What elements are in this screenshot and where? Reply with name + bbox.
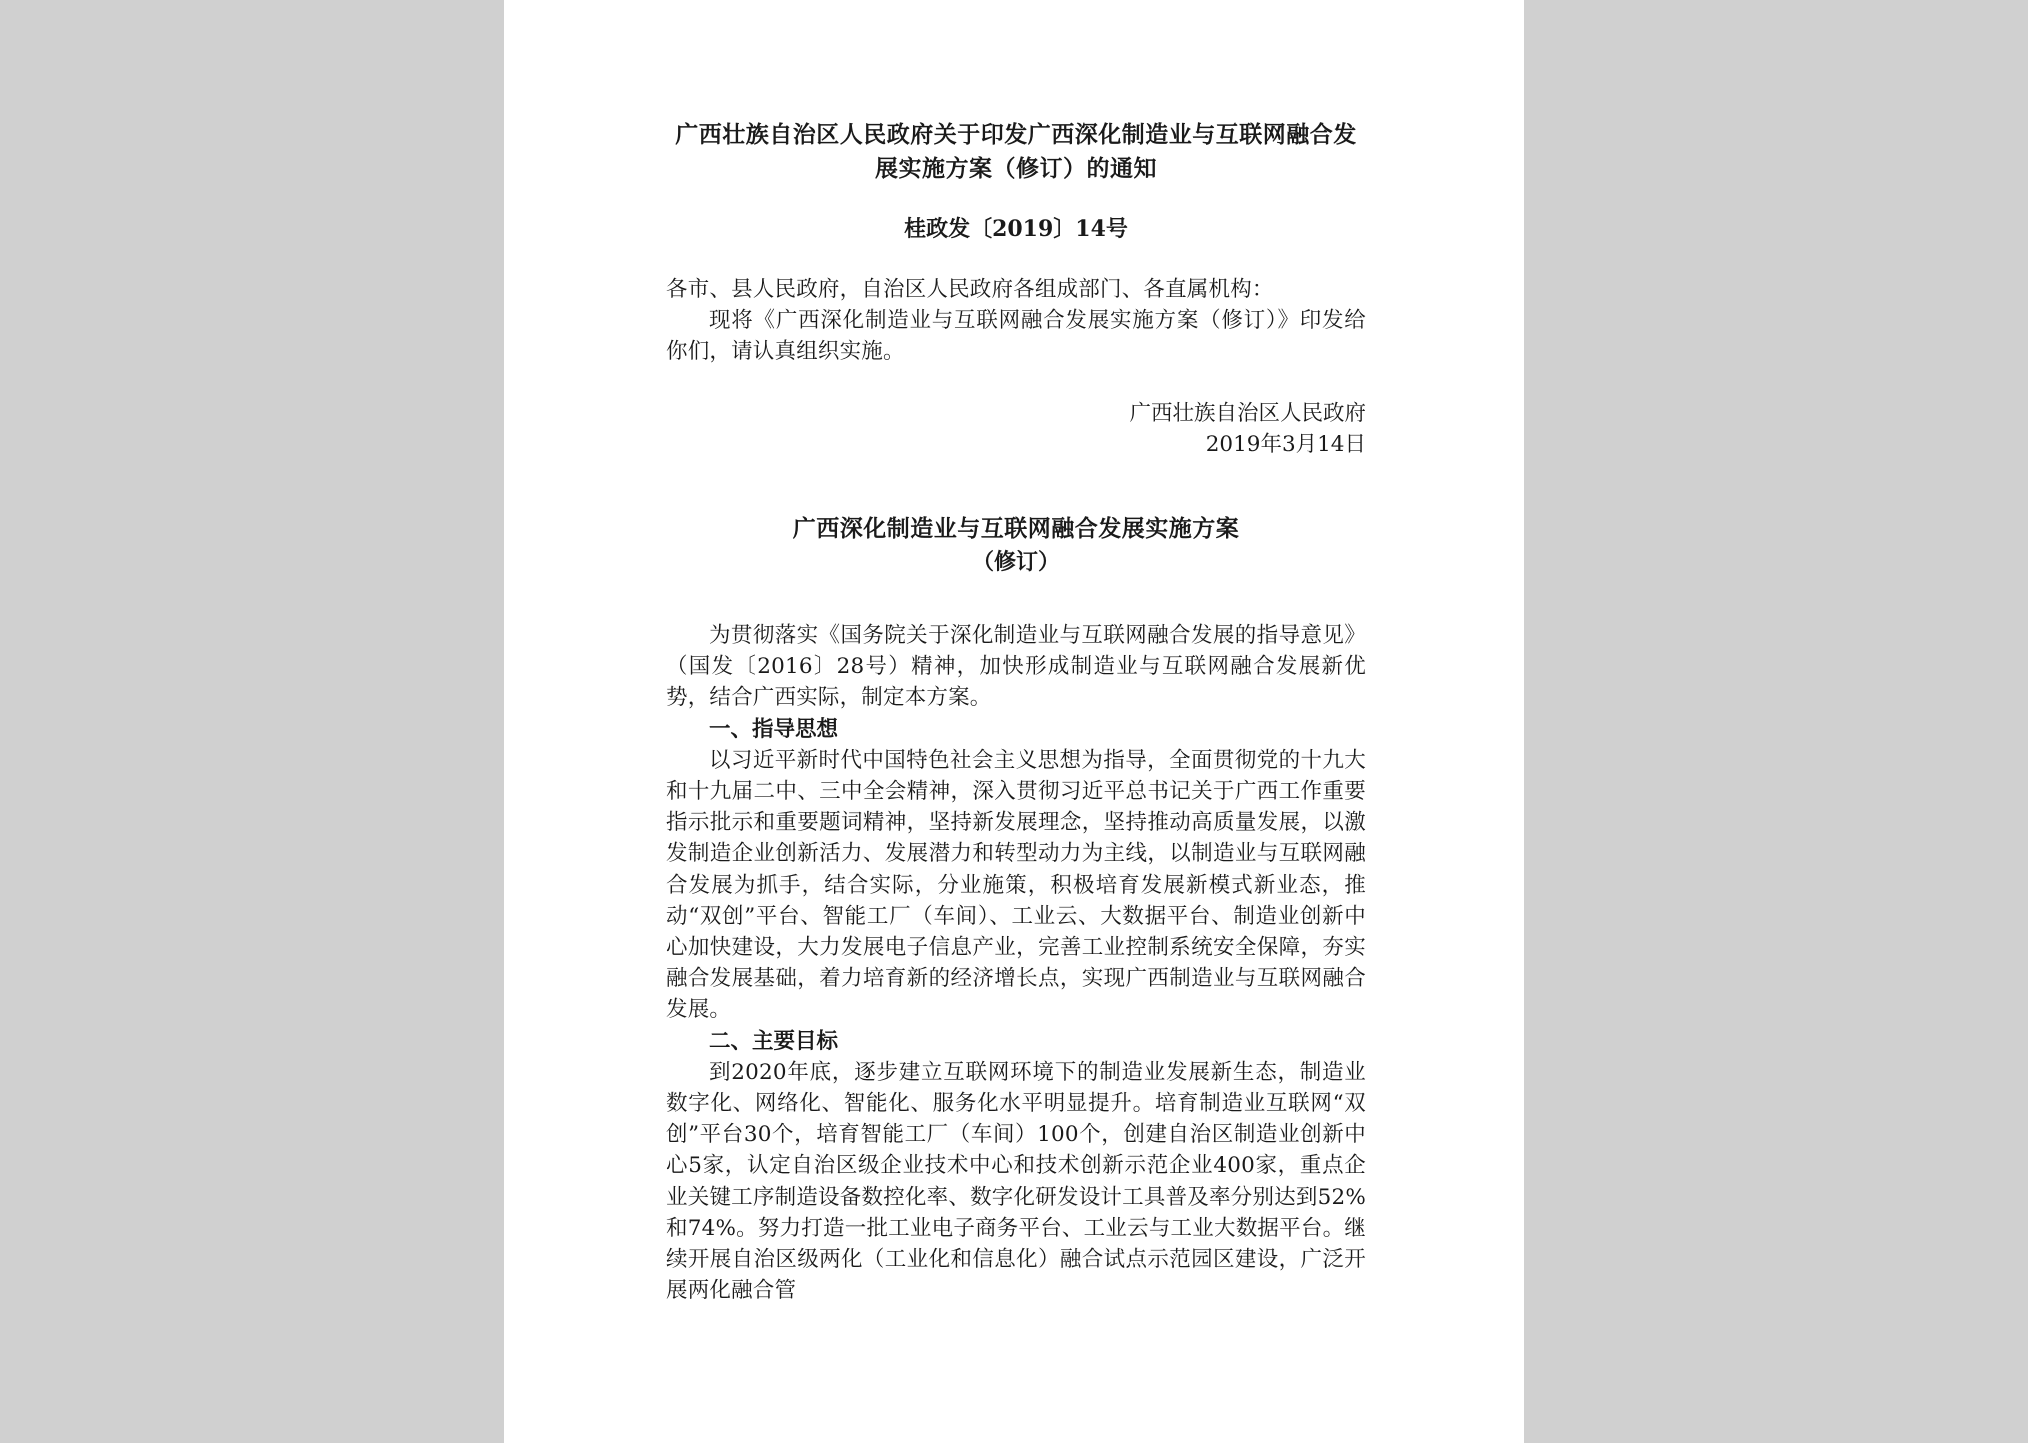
addressee: 各市、县人民政府，自治区人民政府各组成部门、各直属机构：	[666, 277, 1274, 302]
notice-body: 现将《广西深化制造业与互联网融合发展实施方案（修订）》印发给你们，请认真组织实施。	[666, 308, 1366, 365]
document-number: 桂政发〔2019〕14号	[904, 216, 1128, 242]
section-heading-guiding-ideology: 一、指导思想	[709, 716, 839, 742]
section-body-main-goals: 到2020年底，逐步建立互联网环境下的制造业发展新生态，制造业数字化、网络化、智能化、服务化水平明显提升。培育制造业互联网“双创”平台30个，培育智能工厂（车间）100个，创建自治区制造业创新中心5家，认定自治区级企业技术中心和技术创新示范企业400家，重点企业关键工序制造设备数控化率、数字化研发设计工具普及率分别达到52%和74%。努力打造一批工业电子商务平台、工业云与工业大数据平台。继续开展自治区级两化（工业化和信息化）融合试点示范园区建设，广泛开展两化融合管	[666, 1059, 1366, 1304]
plan-title: 广西深化制造业与互联网融合发展实施方案	[792, 515, 1240, 543]
section-body-guiding-ideology: 以习近平新时代中国特色社会主义思想为指导，全面贯彻党的十九大和十九届二中、三中全会精神，深入贯彻习近平总书记关于广西工作重要指示批示和重要题词精神，坚持新发展理念，坚持推动高质量发展，以激发制造企业创新活力、发展潜力和转型动力为主线，以制造业与互联网融合发展为抓手，结合实际，分业施策，积极培育发展新模式新业态，推动“双创”平台、智能工厂（车间）、工业云、大数据平台、制造业创新中心加快建设，大力发展电子信息产业，完善工业控制系统安全保障，夯实融合发展基础，着力培育新的经济增长点，实现广西制造业与互联网融合发展。	[666, 747, 1366, 1023]
document-content	[666, 118, 1366, 1306]
plan-subtitle: （修订）	[971, 549, 1060, 576]
issuer: 广西壮族自治区人民政府	[1129, 400, 1366, 426]
issue-date: 2019年3月14日	[1205, 431, 1366, 457]
document-page	[504, 0, 1524, 1443]
signature-block	[666, 398, 1366, 460]
plan-intro: 为贯彻落实《国务院关于深化制造业与互联网融合发展的指导意见》（国发〔2016〕28号）精神，加快形成制造业与互联网融合发展新优势，结合广西实际，制定本方案。	[666, 623, 1366, 711]
notice-title: 广西壮族自治区人民政府关于印发广西深化制造业与互联网融合发展实施方案（修订）的通知	[675, 121, 1357, 182]
section-heading-main-goals: 二、主要目标	[709, 1028, 839, 1054]
